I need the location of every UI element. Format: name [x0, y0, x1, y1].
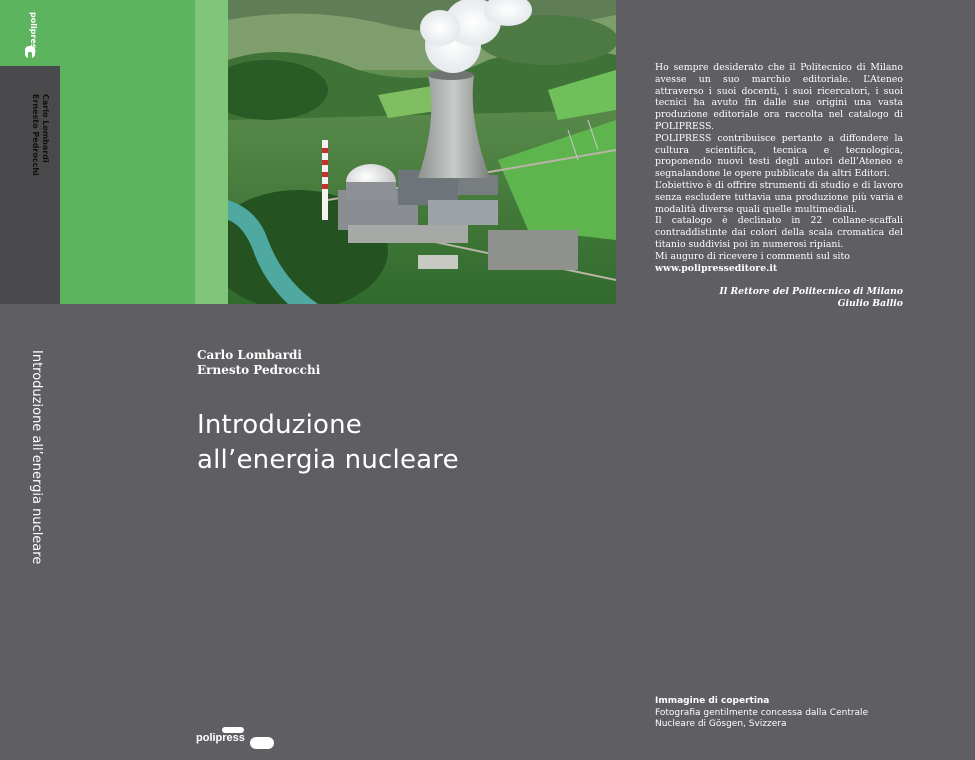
back-signature-role: Il Rettore del Politecnico di Milano — [719, 286, 903, 297]
back-paragraph-5: Mi auguro di ricevere i commenti sul sito — [655, 250, 850, 262]
back-cover-text — [655, 62, 903, 274]
back-signature — [655, 286, 903, 310]
spine-title: Introduzione all’energia nucleare — [29, 350, 44, 565]
cover-credits — [655, 696, 910, 731]
spine-publisher-name: polipress — [29, 12, 38, 54]
front-title — [197, 408, 459, 478]
back-paragraph-3: L’obiettivo è di offrire strumenti di studio e di lavoro senza escludere tuttavia una produzione più varia e modalità diverse quali quelle multimediali. — [655, 179, 903, 215]
back-signature-name: Giulio Ballio — [837, 298, 903, 309]
back-website: www.polipresseditore.it — [655, 262, 778, 274]
front-light-green-strip — [195, 0, 228, 304]
back-paragraph-1: Ho sempre desiderato che il Politecnico di Milano avesse un suo marchio editoriale. L’Ateneo attraverso i suoi docenti, i suoi ricercatori, i suoi tecnici ha avuto fin dalle sue origini una vasta produzione editoriale ora raccolta nel catalogo di POLIPRESS. — [655, 62, 903, 132]
spine-author-2: Ernesto Pedrocchi — [31, 94, 40, 176]
front-green-panel — [60, 0, 195, 304]
cover-photo — [228, 0, 616, 304]
front-authors — [197, 348, 320, 378]
spine-author-1: Carlo Lombardi — [41, 94, 50, 163]
spine-publisher-logo — [20, 4, 42, 62]
front-author-1: Carlo Lombardi — [197, 348, 302, 362]
front-author-2: Ernesto Pedrocchi — [197, 363, 321, 377]
front-title-line-1: Introduzione — [197, 410, 363, 440]
spine-authors — [16, 94, 50, 214]
credits-heading: Immagine di copertina — [655, 696, 770, 706]
back-paragraph-2: POLIPRESS contribuisce pertanto a diffondere la cultura scientifica, tecnica e tecnologica, proponendo nuovi testi degli autori dell’Ateneo e segnalandone le opere pubblicate da altri Editori. — [655, 132, 903, 180]
nuclear-plant-photo-icon — [228, 0, 616, 304]
front-publisher-name: polipress — [196, 732, 245, 744]
front-publisher-logo — [196, 726, 276, 750]
back-paragraph-4: Il catalogo è declinato in 22 collane-scaffali contraddistinte dai colori della scala cromatica del titanio suddivisi poi in numerosi ripiani. — [655, 215, 903, 250]
credits-text: Fotografia gentilmente concessa dalla Centrale Nucleare di Gösgen, Svizzera — [655, 707, 869, 729]
front-title-line-2: all’energia nucleare — [197, 445, 459, 475]
